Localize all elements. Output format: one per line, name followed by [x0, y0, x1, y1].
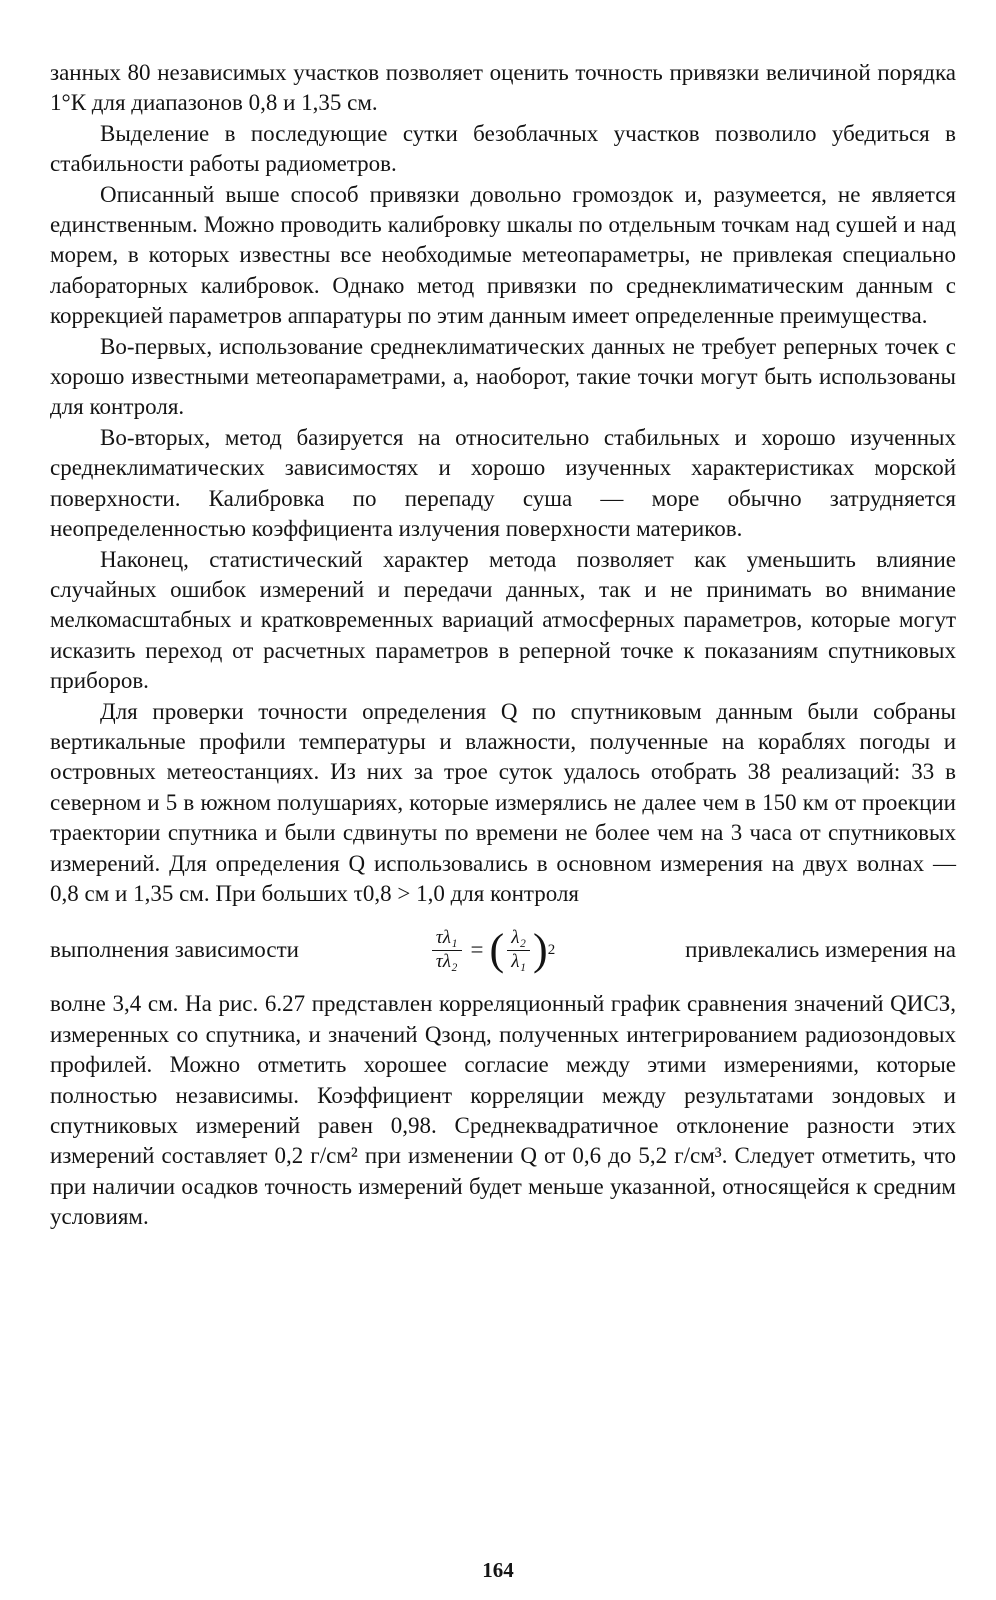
- paragraph-correlation: волне 3,4 см. На рис. 6.27 представлен корреляционный график сравнения значений QИСЗ, измеренных со спутника, и значений Qзонд, полученных интегрированием радиозондовых профилей. Можно отметить хорошее согласие между этими измерениями, которые полностью независимы. Коэффициент корреляции между результатами зондовых и спутниковых измерений равен 0,98. Среднеквадратичное отклонение разности этих измерений составляет 0,2 г/см² при изменении Q от 0,6 до 5,2 г/см³. Следует отметить, что при наличии осадков точность измерений будет меньше указанной, относящейся к средним условиям.: [50, 991, 956, 1230]
- paragraph-verification: Для проверки точности определения Q по спутниковым данным были собраны вертикальные профили температуры и влажности, полученные на кораблях погоды и островных метеостанциях. Из них за трое суток удалось отобрать 38 реализаций: 33 в северном и 5 в южном полушариях, которые измерялись не далее чем в 150 км от проекции траектории спутника и были сдвинуты по времени не более чем на 3 часа от спутниковых измерений. Для определения Q использовались в основном измерения на двух волнах — 0,8 см и 1,35 см. При больших τ0,8 > 1,0 для контроля: [50, 698, 956, 906]
- paragraph-first-advantage: Во-первых, использование среднеклиматических данных не требует реперных точек с хорошо известными метеопараметрами, а, наоборот, такие точки могут быть использованы для контроля.: [50, 333, 956, 420]
- formula-line: [50, 915, 956, 985]
- paragraph-statistical-nature: Наконец, статистический характер метода позволяет как уменьшить влияние случайных ошибок измерений и передачи данных, так и не принимать во внимание мелкомасштабных и кратковременных вариаций атмосферных параметров, которые могут исказить переход от расчетных параметров в реперной точке к показаниям спутниковых приборов.: [50, 546, 956, 694]
- exponent: 2: [547, 941, 556, 958]
- tau-denominator: τλ₂: [435, 950, 458, 972]
- right-paren-icon: ): [533, 925, 548, 975]
- equals-sign: =: [470, 937, 484, 963]
- paragraph-clear-areas: Выделение в последующие сутки безоблачных участков позволило убедиться в стабильности работы радиометров.: [50, 120, 956, 177]
- page-number: 164: [482, 1558, 514, 1582]
- lambda-denominator: λ₁: [511, 950, 527, 972]
- lambda-fraction: [507, 928, 530, 973]
- paragraph-second-advantage: Во-вторых, метод базируется на относительно стабильных и хорошо изученных среднеклиматических зависимостях и хорошо изученных характеристиках морской поверхности. Калибровка по перепаду суша — море обычно затрудняется неопределенностью коэффициента излучения поверхности материков.: [50, 424, 956, 542]
- lambda-numerator: λ₂: [507, 928, 530, 951]
- tau-fraction: [432, 928, 462, 973]
- paragraph-continuation: занных 80 независимых участков позволяет оценить точность привязки величиной порядка 1°К для диапазонов 0,8 и 1,35 см.: [50, 60, 956, 116]
- formula-lead-text: выполнения зависимости: [50, 937, 299, 963]
- tau-numerator: τλ₁: [432, 928, 462, 951]
- formula-trail-text: привлекались измерения на: [685, 937, 956, 963]
- left-paren-icon: (: [489, 925, 505, 975]
- tau-ratio-formula: [429, 925, 556, 975]
- paragraph-calibration-method: Описанный выше способ привязки довольно громоздок и, разумеется, не является единственным. Можно проводить калибровку шкалы по отдельным точкам над сушей и над морем, в которых известны все необходимые метеопараметры, не привлекая специально лабораторных калибровок. Однако метод привязки по среднеклиматическим данным с коррекцией параметров аппаратуры по этим данным имеет определенные преимущества.: [50, 181, 956, 329]
